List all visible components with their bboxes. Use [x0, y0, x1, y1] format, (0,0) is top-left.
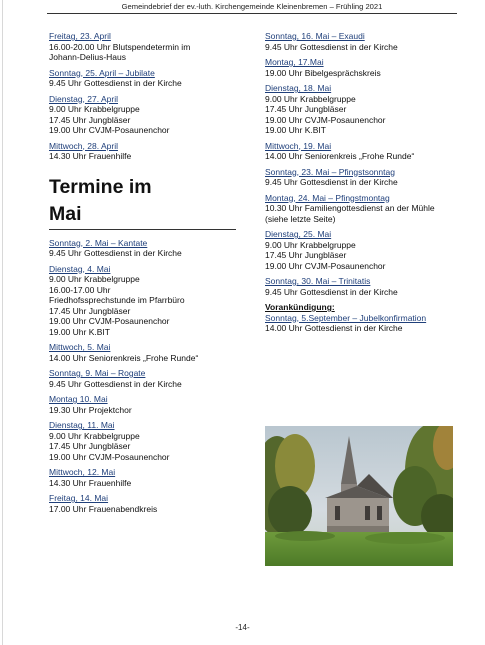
event-line: 14.00 Uhr Seniorenkreis „Frohe Runde“: [49, 352, 199, 363]
event-entry: [265, 57, 455, 78]
event-date: Freitag, 23. April: [49, 31, 111, 41]
event-line: 9.00 Uhr Krabbelgruppe: [49, 274, 140, 284]
event-line: 16.00-17.00 Uhr: [49, 284, 111, 295]
event-line: 9.45 Uhr Gottesdienst in der Kirche: [49, 248, 182, 258]
may-entries: [49, 238, 239, 515]
event-entry: [49, 368, 239, 389]
event-line: 9.00 Uhr Krabbelgruppe: [265, 239, 356, 250]
event-date: Montag, 24. Mai – Pfingstmontag: [265, 192, 390, 203]
event-entry: [265, 141, 455, 162]
event-date: Mittwoch, 12. Mai: [49, 467, 116, 477]
event-line: 19.00 Uhr CVJM-Posaunenchor: [49, 316, 170, 326]
event-date: Sonntag, 23. Mai – Pfingstsonntag: [265, 166, 395, 177]
event-line: 17.45 Uhr Jungbläser: [265, 250, 347, 260]
event-line: 9.45 Uhr Gottesdienst in der Kirche: [265, 41, 398, 52]
event-date: Dienstag, 4. Mai: [49, 263, 111, 274]
late-may-entries: [265, 31, 455, 297]
section-title: [49, 174, 236, 230]
event-line: 17.45 Uhr Jungbläser: [265, 104, 347, 114]
event-entry: [49, 31, 239, 63]
event-entry: [49, 467, 239, 488]
event-date: Dienstag, 27. April: [49, 93, 118, 104]
event-line: 19.00 Uhr CVJM-Posaunenchor: [265, 114, 386, 125]
event-line: 19.00 Uhr K.BIT: [265, 125, 326, 135]
event-entry: [49, 342, 239, 363]
event-line: (siehe letzte Seite): [265, 213, 336, 224]
event-entry: [49, 94, 239, 136]
event-line: 17.45 Uhr Jungbläser: [49, 305, 131, 316]
event-line: 9.00 Uhr Krabbelgruppe: [265, 93, 356, 104]
event-date: Sonntag, 2. Mai – Kantate: [49, 237, 148, 248]
event-line: 14.30 Uhr Frauenhilfe: [49, 477, 132, 488]
event-entry: [265, 31, 455, 52]
preview-heading: Vorankündigung:: [265, 302, 335, 312]
event-entry: [265, 83, 455, 136]
event-entry: [49, 420, 239, 462]
event-line: 19.00 Uhr CVJM-Posaunenchor: [49, 125, 170, 135]
event-line: 19.00 Uhr K.BIT: [49, 326, 110, 337]
event-date: Sonntag, 25. April – Jubilate: [49, 67, 155, 78]
event-date: Dienstag, 18. Mai: [265, 83, 332, 93]
preview-line: 14.00 Uhr Gottesdienst in der Kirche: [265, 323, 403, 333]
event-date: Dienstag, 11. Mai: [49, 420, 115, 430]
event-line: 17.45 Uhr Jungbläser: [49, 114, 131, 125]
event-entry: [49, 493, 239, 514]
event-entry: [49, 141, 239, 162]
event-entry: [265, 167, 455, 188]
event-date: Mittwoch, 5. Mai: [49, 342, 111, 352]
preview-date: Sonntag, 5.September – Jubelkonfirmation: [265, 312, 427, 323]
event-entry: [49, 264, 239, 338]
event-entry: [265, 229, 455, 271]
event-date: Freitag, 14. Mai: [49, 493, 109, 503]
april-entries: [49, 31, 239, 162]
event-line: 9.45 Uhr Gottesdienst in der Kirche: [265, 286, 398, 297]
page-number: -14-: [235, 623, 250, 632]
event-line: 9.00 Uhr Krabbelgruppe: [49, 430, 140, 441]
event-line: 9.45 Uhr Gottesdienst in der Kirche: [49, 378, 182, 389]
event-line: 17.45 Uhr Jungbläser: [49, 441, 131, 451]
event-entry: [49, 68, 239, 89]
event-line: 17.00 Uhr Frauenabendkreis: [49, 503, 158, 514]
event-line: 19.00 Uhr CVJM-Posaunenchor: [265, 260, 386, 271]
event-line: 19.00 Uhr Bibelgesprächskreis: [265, 67, 381, 78]
event-line: Friedhofssprechstunde im Pfarrbüro: [49, 295, 185, 305]
event-line: 14.00 Uhr Seniorenkreis „Frohe Runde“: [265, 151, 415, 161]
event-date: Sonntag, 9. Mai – Rogate: [49, 368, 146, 378]
event-date: Montag, 17.Mai: [265, 57, 324, 67]
event-line: 16.00-20.00 Uhr Blutspendetermin im: [49, 41, 191, 52]
event-line: Johann-Delius-Haus: [49, 52, 127, 62]
event-entry: [265, 276, 455, 297]
event-date: Mittwoch, 28. April: [49, 140, 118, 151]
event-line: 19.30 Uhr Projektchor: [49, 404, 132, 415]
event-line: 19.00 Uhr CVJM-Posaunenchor: [49, 451, 170, 462]
event-entry: [49, 238, 239, 259]
section-title-line2: Mai: [49, 202, 82, 225]
event-date: Montag 10. Mai: [49, 394, 108, 404]
event-entry: [49, 394, 239, 415]
newsletter-header: Gemeindebrief der ev.-luth. Kirchengemeinde Kleinenbremen – Frühling 2021: [47, 2, 457, 14]
event-line: 9.45 Uhr Gottesdienst in der Kirche: [49, 78, 182, 88]
preview-entry: [265, 302, 455, 334]
event-date: Sonntag, 16. Mai – Exaudi: [265, 31, 365, 41]
event-date: Dienstag, 25. Mai: [265, 229, 332, 239]
event-line: 9.00 Uhr Krabbelgruppe: [49, 104, 140, 114]
event-entry: [265, 193, 455, 225]
event-line: 9.45 Uhr Gottesdienst in der Kirche: [265, 177, 398, 187]
event-date: Sonntag, 30. Mai – Trinitatis: [265, 276, 371, 286]
right-column: [265, 31, 455, 339]
event-date: Mittwoch, 19. Mai: [265, 140, 332, 151]
event-line: 14.30 Uhr Frauenhilfe: [49, 151, 132, 161]
page-edge: [2, 0, 3, 645]
left-column: [49, 31, 239, 519]
section-title-line1: Termine im: [49, 175, 152, 198]
church-photo: [265, 426, 453, 566]
event-line: 10.30 Uhr Familiengottesdienst an der Mühle: [265, 203, 435, 213]
